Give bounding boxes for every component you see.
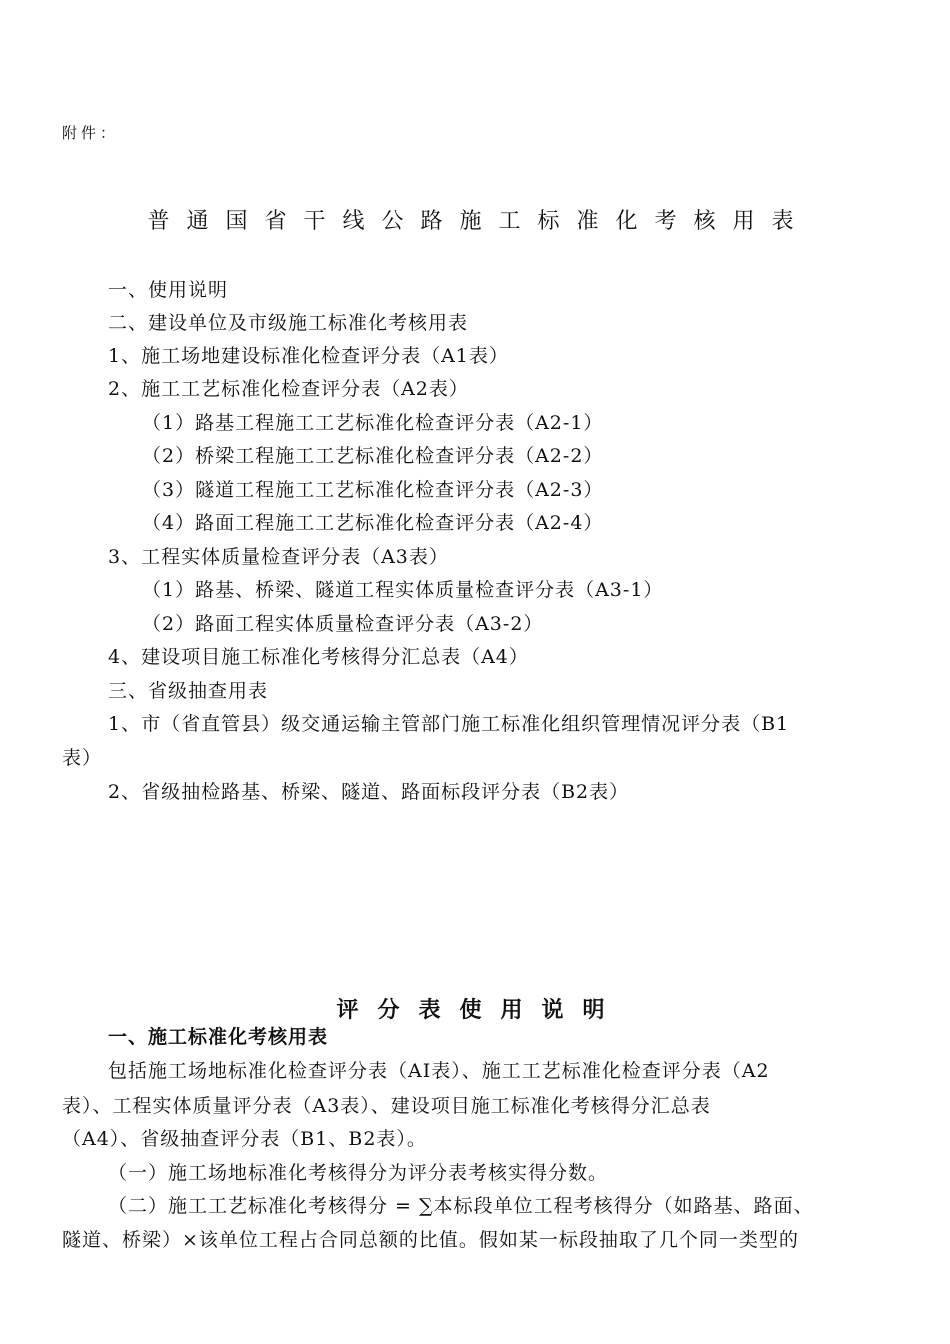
toc-item: （1）路基工程施工工艺标准化检查评分表（A2-1） [142, 412, 604, 434]
toc-item: （4）路面工程施工工艺标准化检查评分表（A2-4） [142, 512, 604, 534]
toc-item: 1、市（省直管县）级交通运输主管部门施工标准化组织管理情况评分表（B1 [108, 713, 790, 735]
section-heading: 一、施工标准化考核用表 [108, 1026, 329, 1048]
body-line: （二）施工工艺标准化考核得分 = ∑本标段单位工程考核得分（如路基、路面、 [108, 1195, 814, 1217]
toc-item: （2）桥梁工程施工工艺标准化检查评分表（A2-2） [142, 445, 604, 467]
toc-item: 表） [62, 747, 103, 769]
section-title: 评分表使用说明 [336, 997, 624, 1023]
body-line: 隧道、桥梁）×该单位工程占合同总额的比值。假如某一标段抽取了几个同一类型的 [62, 1229, 799, 1251]
toc-item: 2、施工工艺标准化检查评分表（A2表） [108, 378, 469, 400]
toc-item: 3、工程实体质量检查评分表（A3表） [108, 546, 449, 568]
toc-item: （1）路基、桥梁、隧道工程实体质量检查评分表（A3-1） [142, 579, 664, 601]
toc-item: 2、省级抽检路基、桥梁、隧道、路面标段评分表（B2表） [108, 781, 630, 803]
toc-item: 二、建设单位及市级施工标准化考核用表 [108, 312, 469, 334]
toc-item: 4、建设项目施工标准化考核得分汇总表（A4） [108, 646, 529, 668]
toc-item: （2）路面工程实体质量检查评分表（A3-2） [142, 613, 544, 635]
toc-item: 1、施工场地建设标准化检查评分表（A1表） [108, 345, 509, 367]
body-line: 包括施工场地标准化检查评分表（AⅠ表）、施工工艺标准化检查评分表（A2 [108, 1060, 770, 1082]
body-line: 表）、工程实体质量评分表（A3表）、建设项目施工标准化考核得分汇总表 [62, 1095, 711, 1117]
toc-item: （3）隧道工程施工工艺标准化检查评分表（A2-3） [142, 479, 604, 501]
attachment-label: 附件： [62, 124, 120, 142]
toc-item: 一、使用说明 [108, 279, 229, 301]
main-title: 普通国省干线公路施工标准化考核用表 [147, 209, 811, 234]
body-line: （A4）、省级抽查评分表（B1、B2表）。 [62, 1128, 427, 1150]
toc-item: 三、省级抽查用表 [108, 680, 269, 702]
body-line: （一）施工场地标准化考核得分为评分表考核实得分数。 [108, 1162, 609, 1184]
